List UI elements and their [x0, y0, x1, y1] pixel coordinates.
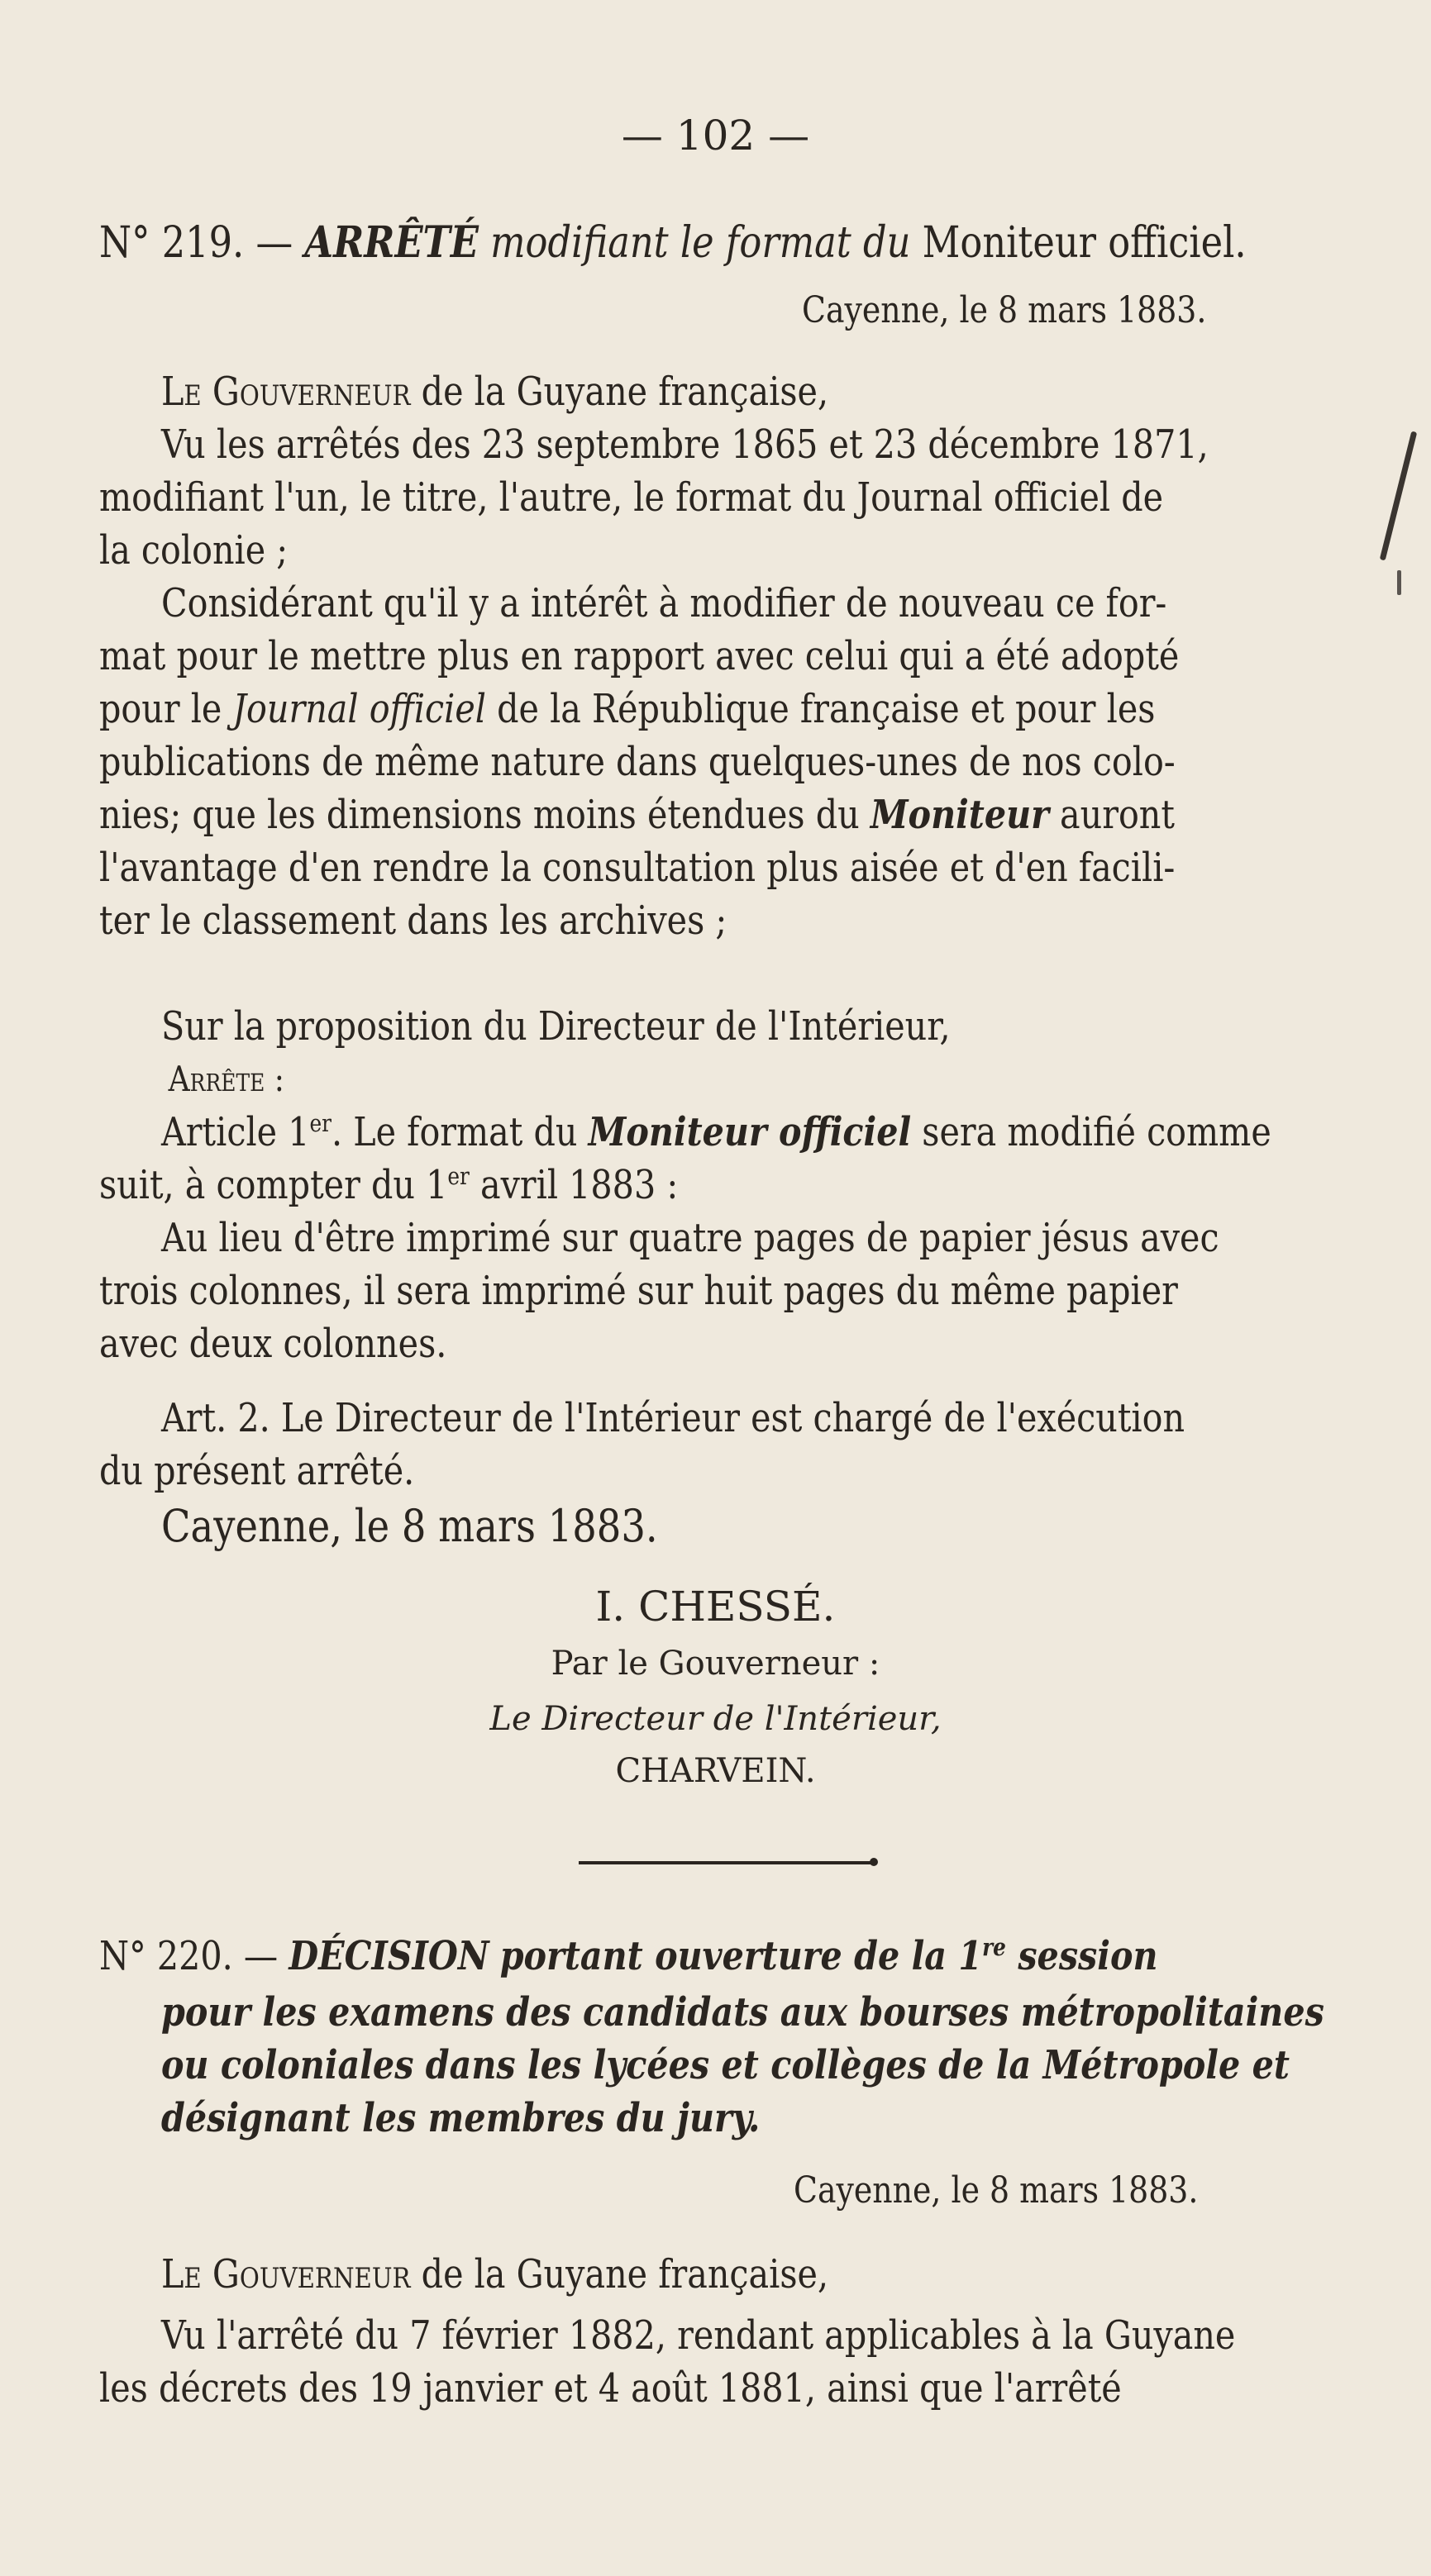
doc220-heading-4: désignant les membres du jury.: [161, 2095, 761, 2141]
doc219-article2: [161, 1392, 1368, 1445]
moniteur-officiel-ref: Moniteur officiel: [588, 1109, 912, 1155]
doc219-governor: [161, 365, 1200, 418]
doc219-type: ARRÊTÉ: [304, 217, 479, 268]
doc220-body-cont: [99, 2362, 1306, 2415]
margin-pencil-mark-2: [1397, 570, 1401, 595]
doc219-considerant-6: l'avantage d'en rendre la consultation plus aisée et d'en facili-: [99, 845, 1176, 891]
doc220-governor-title: Le Gouverneur: [161, 2251, 411, 2297]
governor-rest: de la Guyane française,: [421, 369, 829, 415]
article1-label: Article 1: [161, 1109, 310, 1155]
proposition-line: Sur la proposition du Directeur de l'Intérieur,: [161, 1003, 951, 1050]
considerant-5b: auront: [1060, 792, 1175, 838]
considerant-5a: nies; que les dimensions moins étendues du: [99, 792, 860, 838]
doc220-dateline: Cayenne, le 8 mars 1883.: [794, 2169, 1199, 2212]
arrete-label: Arrête :: [168, 1059, 284, 1099]
doc219-dateline: Cayenne, le 8 mars 1883.: [802, 289, 1207, 331]
section-divider-dot: [870, 1858, 878, 1866]
article1-line2: [99, 1159, 1138, 1212]
doc220-heading-sup: re: [982, 1933, 1006, 1961]
article2-1: Art. 2. Le Directeur de l'Intérieur est chargé de l'exécution: [161, 1395, 1185, 1441]
doc219-number: N° 219. —: [99, 218, 293, 268]
au-lieu-3: avec deux colonnes.: [99, 1321, 447, 1367]
article1-line1: [161, 1106, 1271, 1159]
doc220-heading-1b: session: [1005, 1933, 1158, 1979]
governor-title: Le Gouverneur: [161, 369, 411, 415]
doc219-subject: Moniteur officiel.: [922, 218, 1247, 268]
par-le-gouverneur: Par le Gouverneur :: [551, 1645, 880, 1683]
doc219-desc: modifiant le format du: [490, 218, 911, 268]
doc219-vu-2: modifiant l'un, le titre, l'autre, le format du Journal officiel de: [99, 474, 1164, 521]
doc219-considerant-start: [161, 577, 1368, 630]
doc219-closing: [161, 1500, 1368, 1553]
doc220-type: DÉCISION: [289, 1933, 489, 1979]
doc220-number: N° 220. —: [99, 1933, 279, 1979]
section-divider: [579, 1861, 876, 1864]
doc219-article1: [161, 1106, 1368, 1159]
doc220-heading-cont: [161, 1986, 1368, 2145]
article1-b: sera modifié comme: [922, 1109, 1271, 1155]
doc220-heading-1a: portant ouverture de la 1: [499, 1933, 983, 1979]
doc220-heading-3: ou coloniales dans les lycées et collèges de la Métropole et: [161, 2042, 1290, 2088]
doc220-vu-2: les décrets des 19 janvier et 4 août 1881, ainsi que l'arrêté: [99, 2365, 1122, 2412]
doc219-considerant-3: [99, 683, 1156, 736]
article2-2: du présent arrêté.: [99, 1448, 415, 1494]
signature-chesse: I. CHESSÉ.: [595, 1583, 836, 1631]
considerant-3b: de la République française et pour les: [497, 686, 1156, 732]
article1-line2a: suit, à compter du 1: [99, 1162, 448, 1208]
doc219-proposition: [161, 1000, 1368, 1106]
closing-date: Cayenne, le 8 mars 1883.: [161, 1500, 658, 1552]
doc219-considerant-1: Considérant qu'il y a intérêt à modifier de nouveau ce for-: [161, 580, 1167, 626]
journal-officiel-ref: Journal officiel: [232, 686, 486, 732]
article1-line2-sup: er: [447, 1162, 470, 1190]
margin-pencil-mark: [1380, 431, 1417, 561]
doc220-governor-rest: de la Guyane française,: [421, 2251, 829, 2297]
doc220-governor: [161, 2248, 1200, 2301]
doc219-considerant-5: [99, 788, 1175, 841]
doc220-body: [161, 2248, 1368, 2362]
doc220-heading: [99, 1930, 1306, 1983]
charvein: CHARVEIN.: [615, 1752, 816, 1790]
doc220-heading-2: pour les examens des candidats aux bourses métropolitaines: [161, 1989, 1324, 2036]
doc219-body-cont: [99, 471, 1306, 577]
moniteur-ref: Moniteur: [870, 792, 1049, 838]
doc219-considerant-4: publications de même nature dans quelques-unes de nos colo-: [99, 739, 1176, 785]
doc219-vu-3: la colonie ;: [99, 527, 289, 574]
au-lieu-1: Au lieu d'être imprimé sur quatre pages de papier jésus avec: [161, 1215, 1219, 1261]
au-lieu-2: trois colonnes, il sera imprimé sur huit pages du même papier: [99, 1268, 1178, 1314]
doc219-heading: [99, 217, 1306, 269]
doc219-considerant: [99, 630, 1306, 947]
doc219-article2-cont: [99, 1445, 1306, 1498]
considerant-3a: pour le: [99, 686, 222, 732]
page-number: — 102 —: [621, 112, 810, 160]
doc219-considerant-2: mat pour le mettre plus en rapport avec celui qui a été adopté: [99, 633, 1180, 679]
doc219-considerant-7: ter le classement dans les archives ;: [99, 898, 727, 944]
doc220-heading-1: [99, 1930, 1158, 1983]
article1-sup: er: [309, 1109, 332, 1137]
doc219-au-lieu-cont: [99, 1264, 1306, 1370]
doc219-vu-1: Vu les arrêtés des 23 septembre 1865 et 23 décembre 1871,: [161, 421, 1209, 468]
doc219-body: [161, 365, 1368, 471]
le-directeur: Le Directeur de l'Intérieur,: [489, 1700, 942, 1738]
article1-a: . Le format du: [331, 1109, 578, 1155]
doc220-vu-1: Vu l'arrêté du 7 février 1882, rendant applicables à la Guyane: [161, 2312, 1236, 2359]
doc219-article1-cont: [99, 1159, 1306, 1212]
article1-line2b: avril 1883 :: [469, 1162, 679, 1208]
doc219-au-lieu: [161, 1212, 1368, 1264]
